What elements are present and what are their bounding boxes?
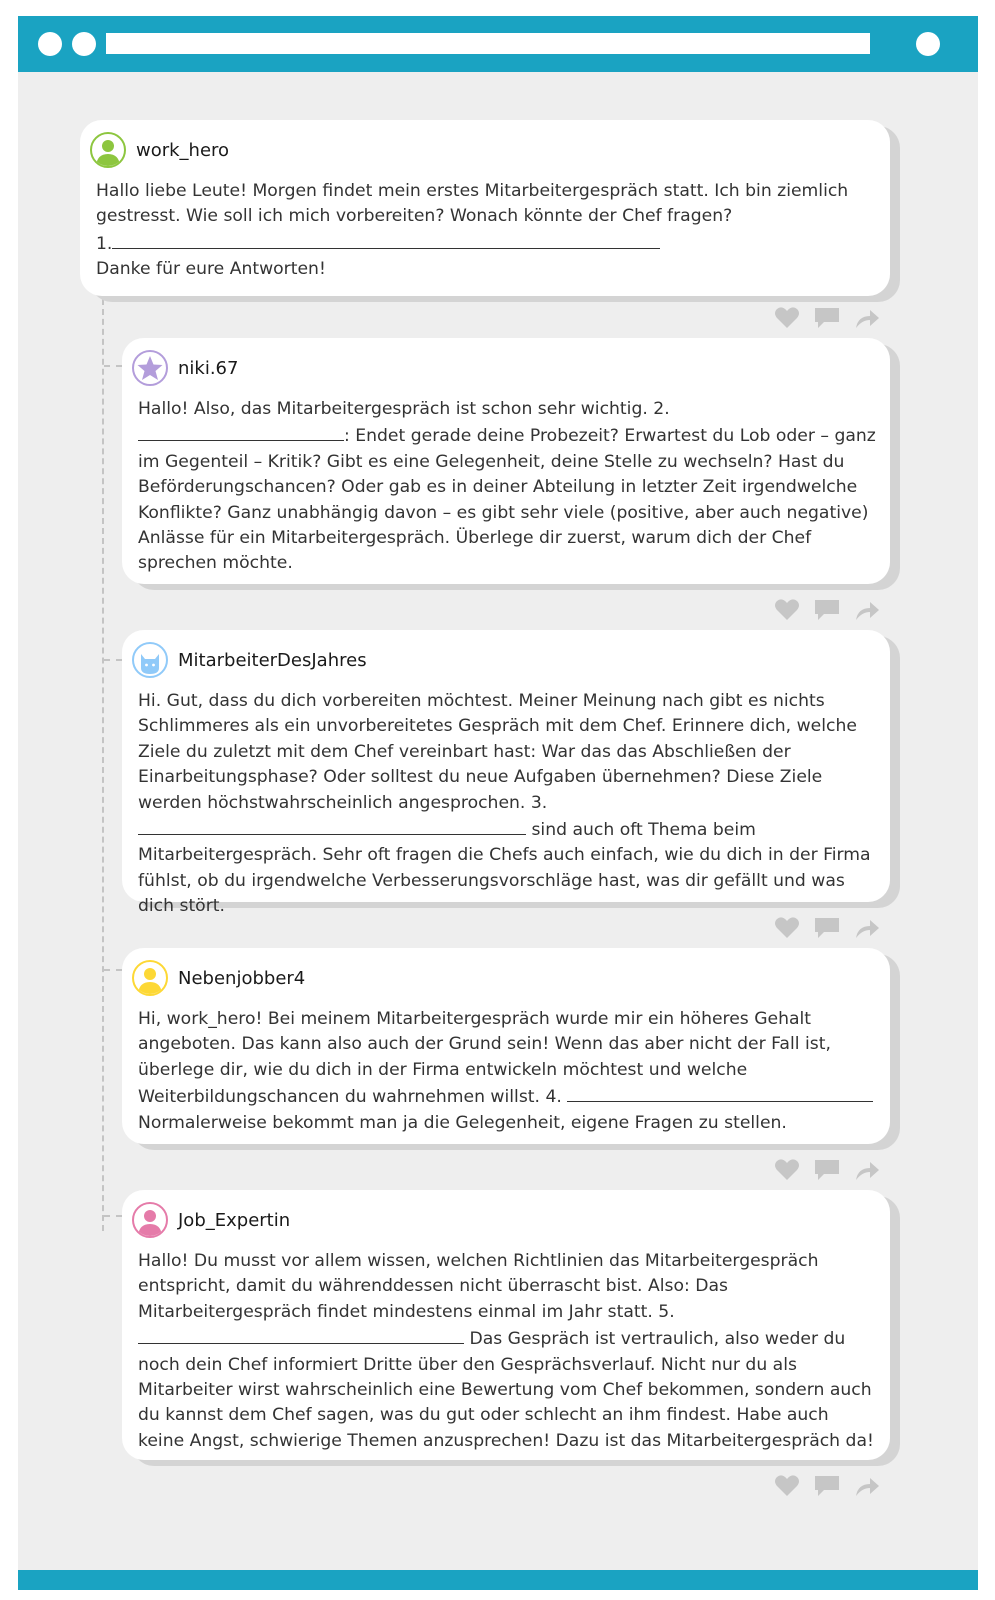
post-text: Normalerweise bekommt man ja die Gelegenheit, eigene Fragen zu stellen. (138, 1112, 787, 1133)
share-icon[interactable] (854, 1158, 880, 1182)
answer-blank[interactable] (112, 230, 660, 249)
post-body (138, 689, 876, 920)
answer-blank[interactable] (138, 816, 526, 835)
heart-icon[interactable] (774, 916, 800, 940)
post-header (132, 348, 238, 388)
username[interactable]: work_hero (136, 139, 230, 161)
thread-connector (104, 659, 122, 661)
post-text: Hallo liebe Leute! Morgen findet mein erstes Mitarbeitergespräch statt. Ich bin ziemlich gestresst. Wie soll ich mich vorbereiten? Wonach könnte der Chef fragen? (96, 181, 849, 227)
address-bar[interactable] (106, 33, 870, 54)
post-actions (774, 916, 880, 940)
heart-icon[interactable] (774, 1474, 800, 1498)
user-icon[interactable] (90, 132, 126, 168)
comment-icon[interactable] (814, 916, 840, 940)
post-card (80, 120, 890, 296)
comment-icon[interactable] (814, 1474, 840, 1498)
post-card (122, 1190, 890, 1460)
window-control-dot[interactable] (38, 32, 62, 56)
post-text: sind auch oft Thema beim Mitarbeitergespräch. Sehr oft fragen die Chefs auch einfach, wie du dich in der Firma fühlst, ob du irgendwelche Verbesserungsvorschläge hast, was dir gefällt und was dich stört. (138, 820, 871, 917)
title-bar (18, 16, 978, 72)
post-text: Danke für eure Antworten! (96, 259, 326, 280)
post-header (132, 958, 305, 998)
star-icon[interactable] (132, 350, 168, 386)
post-actions (774, 306, 880, 330)
answer-blank[interactable] (567, 1083, 873, 1102)
post-text: Das Gespräch ist vertraulich, also weder du noch dein Chef informiert Dritte über den Gesprächsverlauf. Nicht nur du als Mitarbeiter wirst wahrscheinlich eine Bewertung vom Chef bekommen, sondern auch du kannst dem Chef sagen, was du gut oder schlecht an ihm findest. Habe auch keine Angst, schwierige Themen anzusprechen! Dazu ist das Mitarbeitergespräch da! (138, 1329, 874, 1451)
window-control-dot[interactable] (72, 32, 96, 56)
share-icon[interactable] (854, 306, 880, 330)
cat-icon[interactable] (132, 642, 168, 678)
post-body (138, 1007, 876, 1136)
answer-blank[interactable] (138, 422, 344, 441)
user-icon[interactable] (132, 960, 168, 996)
menu-dot[interactable] (916, 32, 940, 56)
thread-connector (104, 1215, 122, 1217)
post-body (138, 397, 876, 577)
footer-bar (18, 1570, 978, 1590)
share-icon[interactable] (854, 1474, 880, 1498)
thread-connector (104, 365, 122, 367)
heart-icon[interactable] (774, 598, 800, 622)
post-actions (774, 598, 880, 622)
share-icon[interactable] (854, 916, 880, 940)
thread-connector (104, 969, 122, 971)
post-body (138, 1249, 876, 1454)
post-header (90, 130, 229, 170)
post-actions (774, 1158, 880, 1182)
post-text: 1. (96, 233, 113, 254)
post-actions (774, 1474, 880, 1498)
post-body (96, 179, 876, 283)
post-text: : (344, 426, 350, 447)
comment-icon[interactable] (814, 1158, 840, 1182)
heart-icon[interactable] (774, 306, 800, 330)
username[interactable]: MitarbeiterDesJahres (178, 649, 367, 671)
post-text: Endet gerade deine Probezeit? Erwartest du Lob oder – ganz im Gegenteil – Kritik? Gibt es eine Gelegenheit, deine Stelle zu wechseln? Hast du Beförderungschancen? Oder gab es in deiner Abteilung in letzter Zeit irgendwelche Konflikte? Ganz unabhängig davon – es gibt sehr viele (positive, aber auch negative) Anlässe für ein Mitarbeitergespräch. Überlege dir zuerst, warum dich der Chef sprechen möchte. (138, 426, 876, 574)
post-text: Hi. Gut, dass du dich vorbereiten möchtest. Meiner Meinung nach gibt es nichts Schlimmeres als ein unvorbereitetes Gespräch mit dem Chef. Erinnere dich, welche Ziele du zuletzt mit dem Chef vereinbart hast: War das das Abschließen der Einarbeitungsphase? Oder solltest du neue Aufgaben übernehmen? Diese Ziele werden höchstwahrscheinlich angesprochen. 3. (138, 691, 857, 813)
post-card (122, 630, 890, 917)
user-icon[interactable] (132, 1202, 168, 1238)
comment-icon[interactable] (814, 598, 840, 622)
post-text: Hallo! Also, das Mitarbeitergespräch ist schon sehr wichtig. 2. (138, 399, 670, 419)
post-text: Hi, work_hero! Bei meinem Mitarbeitergespräch wurde mir ein höheres Gehalt angeboten. Das kann also auch der Grund sein! Wenn das aber nicht der Fall ist, überlege dir, wie du dich in der Firma entwickeln möchtest und welche Weiterbildungschancen du wahrnehmen willst. 4. (138, 1009, 831, 1108)
browser-window (18, 16, 978, 1590)
thread-line (102, 299, 104, 1231)
share-icon[interactable] (854, 598, 880, 622)
post-text: Hallo! Du musst vor allem wissen, welchen Richtlinien das Mitarbeitergespräch entspricht, damit du währenddessen nicht überrascht bist. Also: Das Mitarbeitergespräch findet mindestens einmal im Jahr statt. 5. (138, 1251, 819, 1322)
username[interactable]: niki.67 (178, 357, 239, 379)
heart-icon[interactable] (774, 1158, 800, 1182)
post-card (122, 948, 890, 1144)
answer-blank[interactable] (138, 1325, 464, 1344)
post-card (122, 338, 890, 584)
comment-icon[interactable] (814, 306, 840, 330)
post-header (132, 1200, 290, 1240)
username[interactable]: Nebenjobber4 (178, 967, 306, 989)
post-header (132, 640, 367, 680)
username[interactable]: Job_Expertin (178, 1209, 291, 1231)
